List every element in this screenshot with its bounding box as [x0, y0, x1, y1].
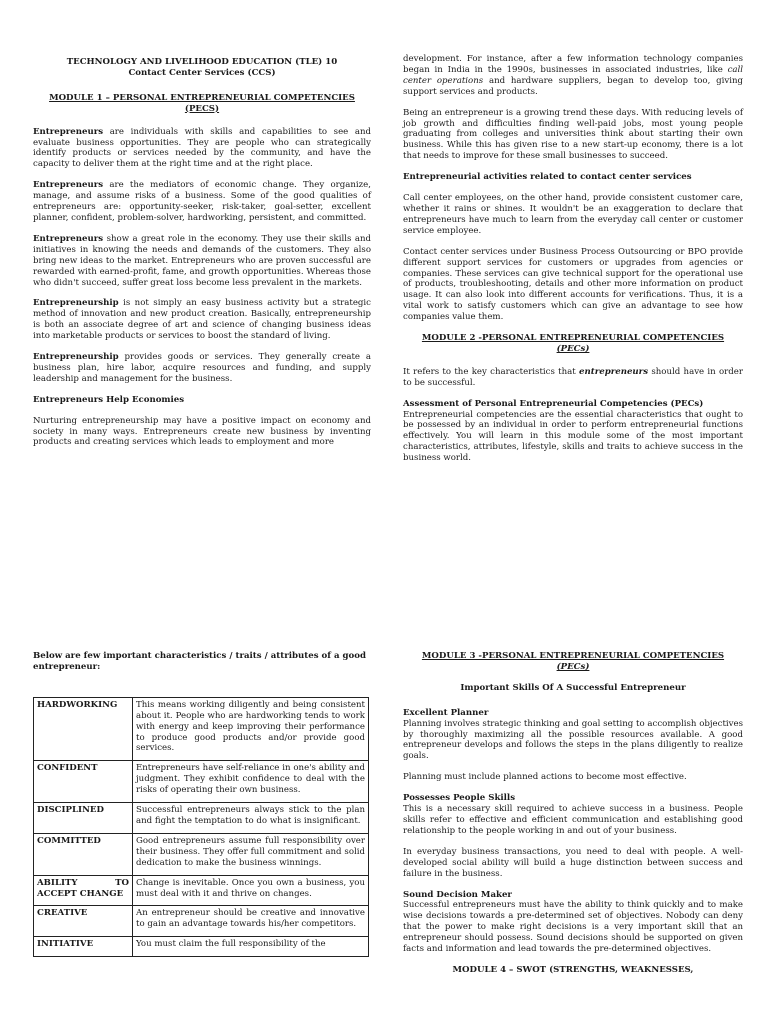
paragraph-5: Entrepreneurship provides goods or services. They generally create a business plan, hire labor, acquire resources and funding, and supply leadership and management for the business.: [33, 352, 371, 384]
column-4: [403, 651, 743, 976]
skills-heading: Important Skills Of A Successful Entrepreneur: [460, 682, 686, 693]
document-subtitle: Contact Center Services (CCS): [128, 67, 276, 78]
trait-name: CREATIVE: [34, 906, 133, 937]
column-3: [33, 651, 371, 957]
table-row: [34, 875, 369, 906]
paragraph-4: Entrepreneurship is not simply an easy business activity but a strategic method of innovation and new product creation. Basically, entrepreneurship is both an associate degree of art and science of changing business ideas into marketable products or services to boost the standard of living.: [33, 298, 371, 342]
decision-heading: Sound Decision Maker: [403, 889, 512, 900]
activities-heading: Entrepreneurial activities related to contact center services: [403, 172, 692, 183]
people-text-2: In everyday business transactions, you need to deal with people. A well-developed social ability will build a huge distinction between success and failure in the business.: [403, 846, 743, 879]
module-4-heading: MODULE 4 – SWOT (STRENGTHS, WEAKNESSES,: [452, 964, 694, 975]
paragraph-2: Entrepreneurs are the mediators of economic change. They organize, manage, and assume risks of a business. Some of the good qualities of entrepreneurs are: opportunity-seeker, risk-taker, goal-setter, excellent planner, confident, problem-solver, hardworking, persistent, and committed.: [33, 180, 371, 223]
help-economies-heading: Entrepreneurs Help Economies: [33, 394, 185, 405]
table-row: [34, 906, 369, 937]
trait-name: COMMITTED: [34, 833, 133, 875]
table-row: [34, 803, 369, 834]
module-3-heading: MODULE 3 -PERSONAL ENTREPRENEURIAL COMPETENCIES (PECs): [421, 651, 725, 672]
table-row: [34, 833, 369, 875]
document-title: TECHNOLOGY AND LIVELIHOOD EDUCATION (TLE) 10: [66, 57, 338, 67]
column-2: [403, 54, 743, 474]
trait-description: Good entrepreneurs assume full responsibility over their business. They offer full commitment and solid dedication to make the business winnings.: [133, 833, 369, 875]
trait-name: INITIATIVE: [34, 937, 133, 957]
module-2-heading: MODULE 2 -PERSONAL ENTREPRENEURIAL COMPETENCIES (PECs): [421, 333, 725, 354]
trait-description: Change is inevitable. Once you own a business, you must deal with it and thrive on changes.: [133, 875, 369, 906]
trait-name: CONFIDENT: [34, 761, 133, 803]
paragraph-bpo: Contact center services under Business Process Outsourcing or BPO provide different support services for customers or upgrades from agencies or companies. These services can give technical support for the operational use of products, troubleshooting, details and other more information on product usage. It can also look into different accounts for verifications. Thus, it is a vital work to satisfy customers which can give an advantage to see how companies value them.: [403, 246, 743, 323]
paragraph-1: Entrepreneurs are individuals with skills and capabilities to see and evaluate business opportunities. They are people who can strategically identify products or services needed by the community, and have the capacity to deliver them at the right time and at the right place.: [33, 126, 371, 170]
trait-description: Successful entrepreneurs always stick to the plan and fight the temptation to do what is insignificant.: [133, 803, 369, 834]
module-1-heading: MODULE 1 – PERSONAL ENTREPRENEURIAL COMPETENCIES (PECS): [49, 92, 355, 114]
planner-heading: Excellent Planner: [403, 707, 489, 718]
column-1: [33, 57, 371, 458]
trait-description: You must claim the full responsibility of the: [133, 937, 369, 957]
trait-name: ABILITY TO ACCEPT CHANGE: [34, 875, 133, 906]
people-heading: Possesses People Skills: [403, 793, 516, 804]
decision-text: Successful entrepreneurs must have the ability to think quickly and to make wise decisions towards a pre-determined set of objectives. Nobody can deny that the power to make right decisions is a very important skill that an entrepreneur should possess. Sound decisions should be supported on given facts and information and lead towards the pre-determined objectives.: [403, 900, 743, 955]
planner-text: Planning involves strategic thinking and goal setting to accomplish objectives by thoroughly maximizing all the possible resources available. A good entrepreneur develops and follows the steps in the plans diligently to realize goals.: [403, 718, 743, 762]
paragraph-call-center: Call center employees, on the other hand, provide consistent customer care, whether it rains or shines. It wouldn't be an exaggeration to declare that entrepreneurs have much to learn from the everyday call center or customer service employee.: [403, 193, 743, 236]
paragraph-3: Entrepreneurs show a great role in the economy. They use their skills and initiatives in knowing the needs and demands of the customers. They also bring new ideas to the market. Entrepreneurs who are proven successful are rewarded with earned-profit, fame, and growth opportunities. Whereas those who didn't succeed, suffer great loss become less prevalent in the markets.: [33, 233, 371, 288]
paragraph-development: development. For instance, after a few information technology companies began in India in the 1990s, businesses in associated industries, like call center operations and hardware suppliers, began to develop too, giving support services and products.: [403, 54, 743, 97]
help-economies-text: Nurturing entrepreneurship may have a positive impact on economy and society in many ways. Entrepreneurs create new business by inventing products and creating services which leads to employment and more: [33, 415, 371, 448]
planner-text-2: Planning must include planned actions to become most effective.: [403, 772, 687, 783]
trait-description: Entrepreneurs have self-reliance in one's ability and judgment. They exhibit confidence to deal with the risks of operating their own business.: [133, 761, 369, 803]
table-row: [34, 761, 369, 803]
assessment-heading: Assessment of Personal Entrepreneurial Competencies (PECs): [403, 398, 704, 409]
trait-description: This means working diligently and being consistent about it. People who are hardworking tends to work with energy and keep improving their performance to produce good products and/or provide good services.: [133, 697, 369, 761]
paragraph-competencies: Entrepreneurial competencies are the essential characteristics that ought to be possessed by an individual in order to perform entrepreneurial functions effectively. You will learn in this module some of the most important characteristics, attributes, lifestyle, skills and traits to achieve success in the business world.: [403, 409, 743, 464]
trait-name: DISCIPLINED: [34, 803, 133, 834]
paragraph-trend: Being an entrepreneur is a growing trend these days. With reducing levels of job growth and difficulties finding well-paid jobs, most young people graduating from colleges and universities think about starting their own business. While this has given rise to a new start-up economy, there is a lot that needs to improve for these small businesses to succeed.: [403, 107, 743, 162]
table-row: [34, 697, 369, 761]
people-text: This is a necessary skill required to achieve success in a business. People skills refer to effective and efficient communication and establishing good relationship to the people working in and out of your business.: [403, 804, 743, 836]
trait-description: An entrepreneur should be creative and innovative to gain an advantage towards his/her competitors.: [133, 906, 369, 937]
traits-table: [33, 697, 369, 957]
traits-intro: Below are few important characteristics / traits / attributes of a good entrepreneur:: [33, 651, 367, 672]
table-row: [34, 937, 369, 957]
trait-name: HARDWORKING: [34, 697, 133, 761]
paragraph-key-characteristics: It refers to the key characteristics that entrepreneurs should have in order to be successful.: [403, 366, 743, 388]
